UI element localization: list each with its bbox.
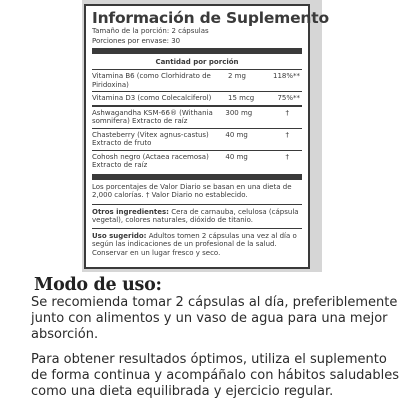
ingredient-row [92,151,302,172]
serving-size: Tamaño de la porción: 2 cápsulas [92,27,209,35]
ingredient-daily-value: † [285,108,290,117]
ingredient-name: Chasteberry (Vitex agnus-castus) Extracto de fruto [92,130,209,147]
label-title: Información de Suplemento [92,9,329,27]
ingredient-daily-value: † [285,152,290,161]
other-ingredients-text: Cera de carnauba, celulosa (cápsula vegetal), colores naturales, dióxido de titanio. [92,207,299,224]
daily-value-note: Los porcentajes de Valor Diario se basan en una dieta de 2,000 calorías. † Valor Diario no establecido. [92,182,292,199]
ingredient-amount: 2 mg [228,72,246,80]
usage-paragraph-2: Para obtener resultados óptimos, utiliza el suplemento de forma continua y acompáñalo con hábitos saludables como una dieta equilibrada y ejercicio regular. [31,352,400,399]
ingredient-name: Vitamina B6 (como Clorhidrato de Piridoxina) [92,72,211,89]
ingredient-name: Cohosh negro (Actaea racemosa) Extracto de raíz [92,152,209,169]
ingredient-name: Ashwagandha KSM-66® (Withania somnifera) Extracto de raíz [92,108,213,125]
amount-per-serving-header: Cantidad por porción [155,58,239,66]
usage-heading: Modo de uso: [34,275,162,295]
ingredient-row [92,107,302,128]
ingredient-daily-value: † [285,130,290,139]
ingredient-amount: 40 mg [225,152,248,161]
ingredient-daily-value: 75%** [277,94,300,102]
supplement-facts-label [84,4,329,269]
ingredient-row [92,70,302,91]
usage-paragraph-1: Se recomienda tomar 2 cápsulas al día, preferiblemente junto con alimentos y un vaso de agua para una mejor absorción. [31,295,398,342]
suggested-use [92,229,302,261]
ingredient-row [92,129,302,150]
ingredient-amount: 40 mg [225,130,248,139]
other-ingredients [92,205,302,228]
suggested-use-label: Uso sugerido: [92,231,147,240]
ingredient-row [92,92,302,105]
ingredient-daily-value: 118%** [272,72,300,80]
ingredient-amount: 300 mg [225,108,253,117]
servings-per-container: Porciones por envase: 30 [92,36,181,45]
ingredient-amount: 15 mcg [228,94,255,102]
other-ingredients-label: Otros ingredientes: [92,207,169,216]
ingredient-name: Vitamina D3 (como Colecalciferol) [92,94,212,102]
suggested-use-text: Adultos tomen 2 cápsulas una vez al día o según las indicaciones de un profesional de la salud. Conservar en un lugar fresco y seco. [92,231,297,257]
